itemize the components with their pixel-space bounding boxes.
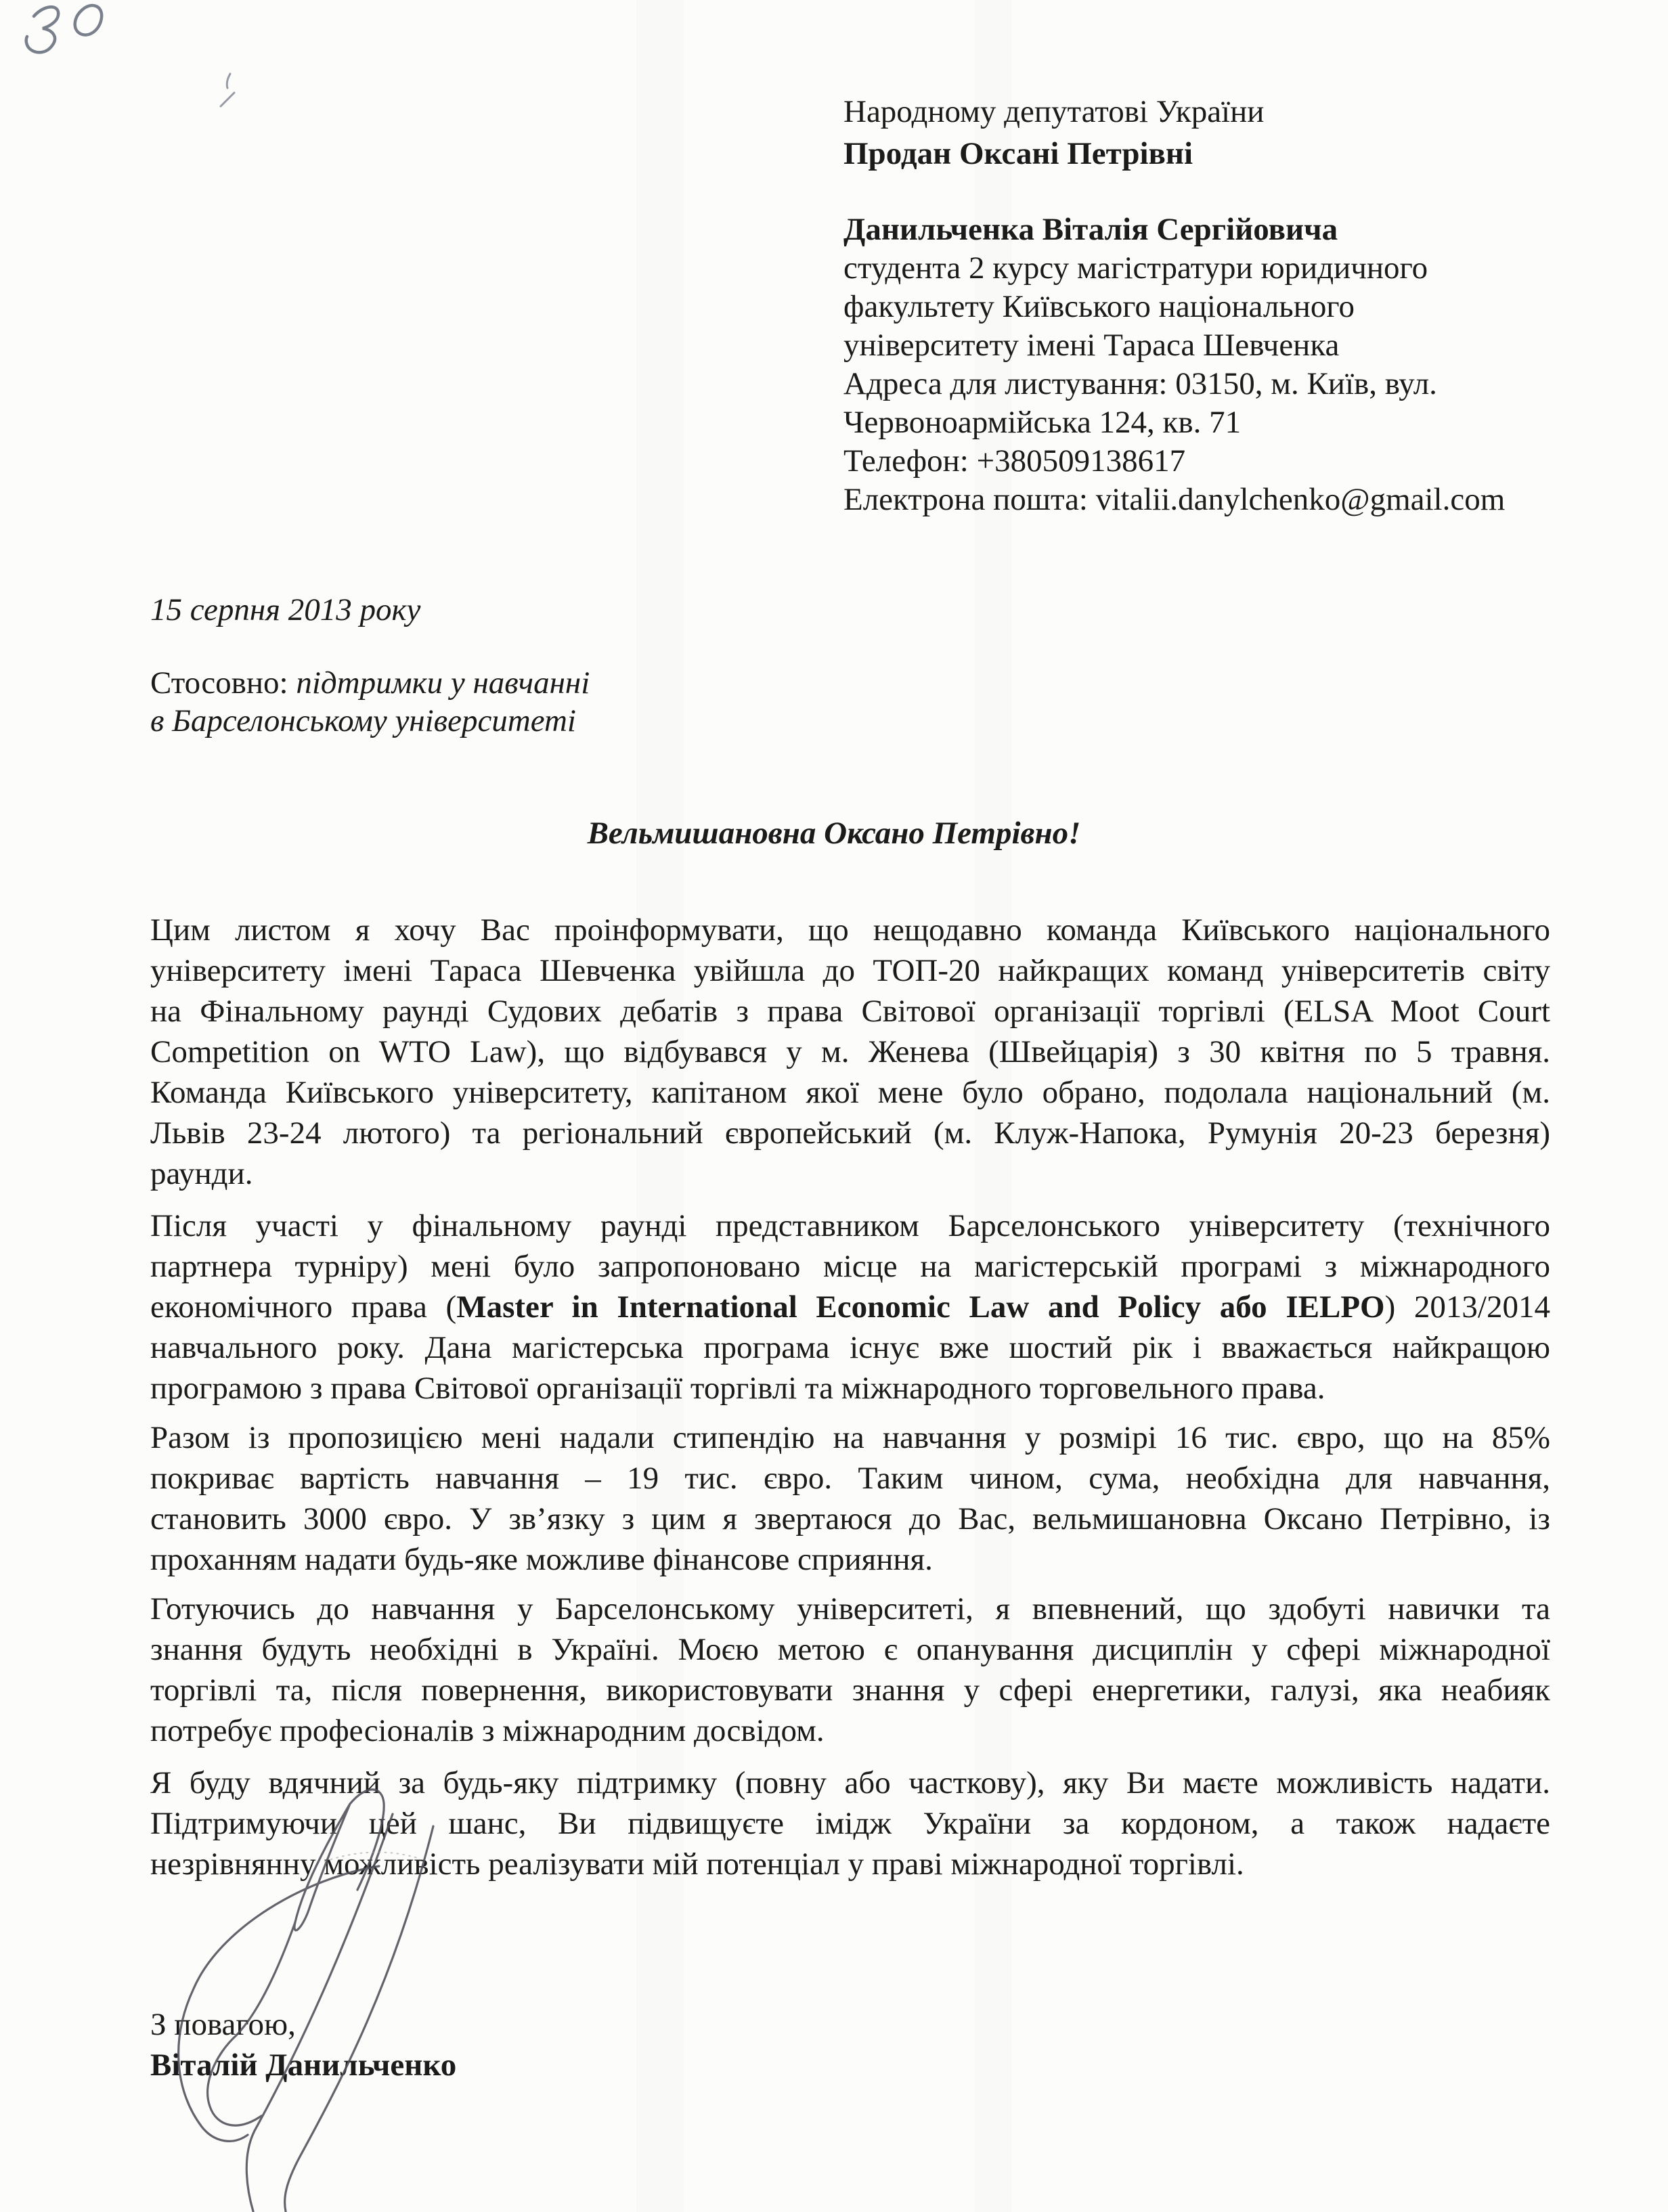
sender-detail-line: Електрона пошта: vitalii.danylchenko@gmail.com	[843, 482, 1506, 517]
closing-signer-name: Віталій Данильченко	[150, 2048, 457, 2083]
paragraph-line: проханням надати будь-яке можливе фінансове сприяння.	[150, 1542, 933, 1577]
paragraph-line: навчального року. Дана магістерська програма існує вже шостий рік і вважається найкращою	[150, 1330, 1550, 1365]
sender-detail-line: Адреса для листування: 03150, м. Київ, вул.	[843, 366, 1437, 401]
recipient-block	[843, 91, 1264, 175]
sender-block	[843, 211, 1505, 519]
paragraph-line: Я буду вдячний за будь-яку підтримку (повну або часткову), яку Ви маєте можливість надати.	[150, 1765, 1550, 1800]
recipient-title: Народному депутатові України	[843, 94, 1265, 129]
sender-detail-line: факультету Київського національного	[843, 289, 1355, 324]
sender-name: Данильченка Віталія Сергійовича	[843, 212, 1338, 247]
paragraph-3	[150, 1417, 1550, 1580]
sender-detail-line: Телефон: +380509138617	[843, 443, 1186, 479]
sender-detail-line: студента 2 курсу магістратури юридичного	[843, 250, 1428, 286]
paragraph-text: ) 2013/2014	[1384, 1289, 1550, 1325]
closing-block	[150, 2004, 456, 2085]
paragraph-line: Competition on WTO Law), що відбувався у м. Женева (Швейцарія) з 30 квітня по 5 травня.	[150, 1034, 1550, 1069]
pen-mark-icon	[215, 71, 249, 112]
paragraph-text: економічного права (	[150, 1289, 457, 1325]
salutation: Вельмишановна Оксано Петрівно!	[587, 816, 1081, 851]
paragraph-line: знання будуть необхідні в Україні. Моєю метою є опанування дисциплін у сфері міжнародної	[150, 1632, 1550, 1667]
sender-detail-line: Червоноармійська 124, кв. 71	[843, 405, 1242, 440]
subject-topic-2: в Барселонському університеті	[150, 703, 576, 738]
paragraph-line: Після участі у фінальному раунді представником Барселонського університету (технічного	[150, 1208, 1550, 1243]
paragraph-line: торгівлі та, після повернення, використовувати знання у сфері енергетики, галузі, яка неабияк	[150, 1673, 1550, 1708]
paragraph-line: партнера турніру) мені було запропоновано місце на магістерській програмі з міжнародного	[150, 1249, 1550, 1284]
paragraph-line: Цим листом я хочу Вас проінформувати, що нещодавно команда Київського національного	[150, 912, 1550, 948]
paragraph-line: становить 3000 євро. У зв’язку з цим я звертаюся до Вас, вельмишановна Оксано Петрівно, із	[150, 1501, 1550, 1536]
program-name-bold: Master in International Economic Law and Policy або IELPO	[456, 1289, 1385, 1325]
paragraph-1	[150, 910, 1550, 1194]
paragraph-2	[150, 1205, 1550, 1409]
recipient-name: Продан Оксані Петрівні	[843, 136, 1193, 171]
paragraph-line: на Фінальному раунді Судових дебатів з права Світової організації торгівлі (ELSA Moot Court	[150, 994, 1550, 1029]
paragraph-line: покриває вартість навчання – 19 тис. євро. Таким чином, сума, необхідна для навчання,	[150, 1461, 1550, 1496]
subject-block	[150, 664, 590, 740]
paragraph-line	[150, 1287, 1550, 1327]
date-line: 15 серпня 2013 року	[150, 592, 421, 627]
paragraph-line: програмою з права Світової організації торгівлі та міжнародного торговельного права.	[150, 1371, 1325, 1406]
paragraph-line: Готуючись до навчання у Барселонському університеті, я впевнений, що здобуті навички та	[150, 1591, 1550, 1627]
handwritten-digit-3	[26, 7, 58, 52]
paragraph-line: Команда Київського університету, капітаном якої мене було обрано, подолала національний (м.	[150, 1075, 1550, 1110]
paragraph-5	[150, 1763, 1550, 1884]
handwritten-digit-0	[75, 5, 102, 35]
paragraph-line: Львів 23-24 лютого) та регіональний європейський (м. Клуж-Напока, Румунія 20-23 березня)	[150, 1115, 1550, 1151]
paragraph-line: потребує професіоналів з міжнародним досвідом.	[150, 1713, 825, 1748]
paragraph-line: Разом із пропозицією мені надали стипендію на навчання у розмірі 16 тис. євро, що на 85%	[150, 1420, 1550, 1455]
paragraph-line: незрівнянну можливість реалізувати мій потенціал у праві міжнародної торгівлі.	[150, 1846, 1244, 1882]
subject-label: Стосовно:	[150, 665, 297, 701]
subject-line-1	[150, 664, 590, 702]
paragraph-line: Підтримуючи цей шанс, Ви підвищуєте імідж України за кордоном, а також надаєте	[150, 1806, 1550, 1841]
paragraph-line: раунди.	[150, 1156, 253, 1191]
sender-detail-line: університету імені Тараса Шевченка	[843, 328, 1340, 363]
subject-topic-1: підтримки у навчанні	[296, 665, 590, 701]
paragraph-line: університету імені Тараса Шевченка увійшла до ТОП-20 найкращих команд університетів світу	[150, 953, 1550, 988]
closing-regards: З повагою,	[150, 2007, 296, 2042]
handwritten-page-number	[14, 1, 122, 62]
paragraph-4	[150, 1589, 1550, 1751]
